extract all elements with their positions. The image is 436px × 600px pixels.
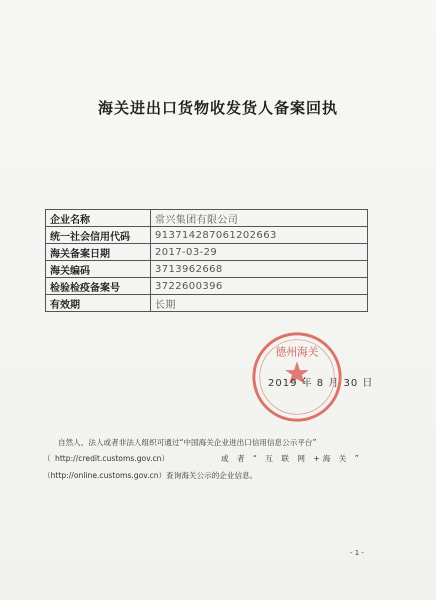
row-label: 检验检疫备案号 [46, 278, 151, 295]
seal-label: 德州海关 [275, 345, 319, 359]
row-value: 3722600396 [151, 278, 368, 295]
row-label: 企业名称 [46, 210, 151, 227]
footer-paren-open: （ [43, 454, 51, 463]
row-value: 913714287061202663 [151, 227, 368, 244]
table-row [46, 278, 368, 295]
credit-url-text: http://credit.customs.gov.cn） [55, 454, 170, 463]
table-row [46, 261, 368, 278]
row-label: 海关备案日期 [46, 244, 151, 261]
row-value: 2017-03-29 [151, 244, 368, 261]
row-value: 3713962668 [151, 261, 368, 278]
row-value: 常兴集团有限公司 [151, 210, 368, 227]
row-label: 海关编码 [46, 261, 151, 278]
table-row [46, 295, 368, 312]
row-value: 长期 [151, 295, 368, 312]
footer-line-1: 自然人、法人或者非法人组织可通过“中国海关企业进出口信用信息公示平台” [58, 438, 317, 447]
document-title: 海关进出口货物收发货人备案回执 [97, 99, 338, 117]
row-label: 统一社会信用代码 [46, 227, 151, 244]
registration-info-table [45, 209, 368, 312]
table-row [46, 227, 368, 244]
row-label: 有效期 [46, 295, 151, 312]
footer-line-3: （http://online.customs.gov.cn）查询海关公示的企业信息。 [43, 471, 258, 480]
issue-date: 2019 年 8 月 30 日 [268, 378, 374, 389]
table-row [46, 244, 368, 261]
table-row [46, 210, 368, 227]
footer-line-2-tail: 或 者 “ 互 联 网 +海 关 ” [221, 454, 362, 463]
page-number: - 1 - [350, 549, 364, 557]
